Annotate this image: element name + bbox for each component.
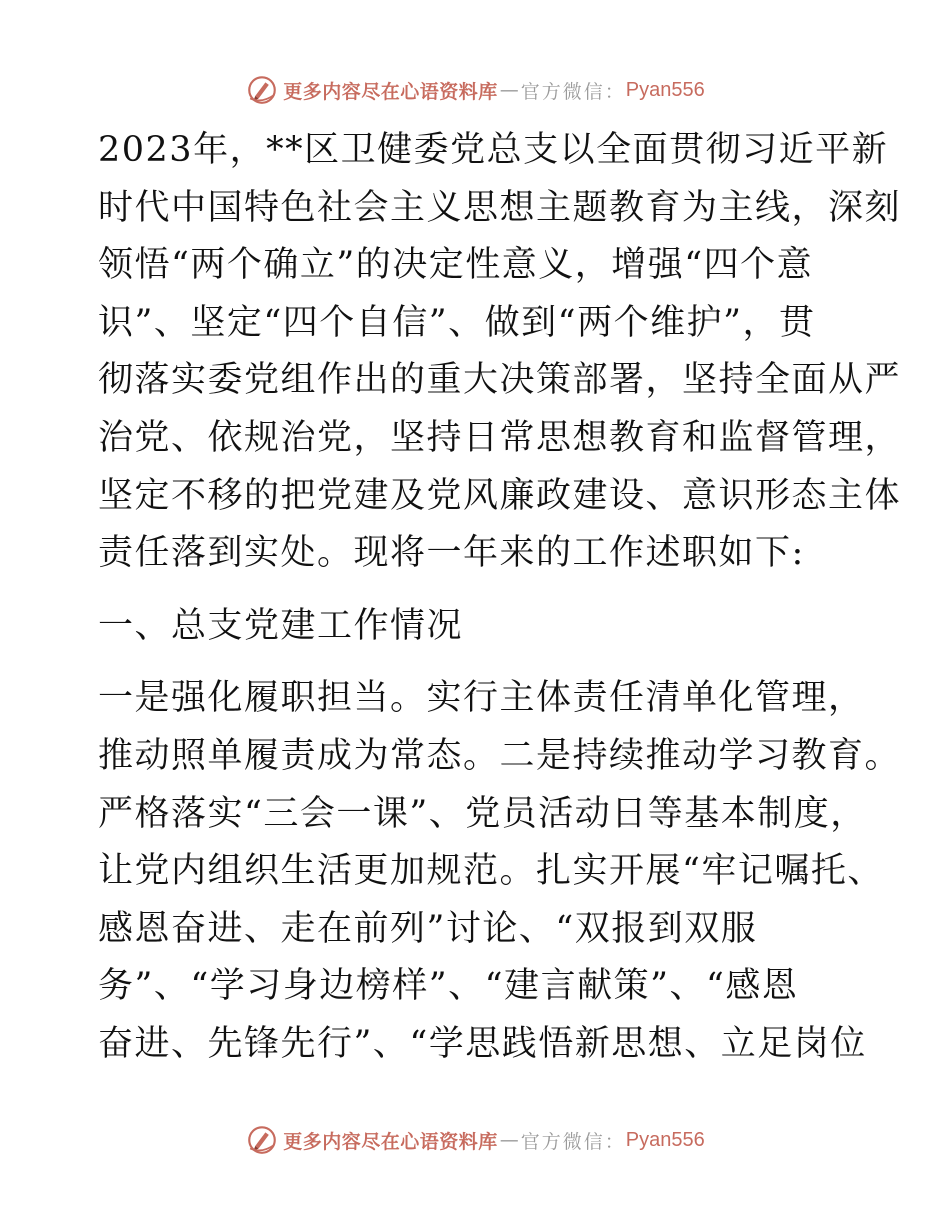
watermark-wechat-label: 官方微信： — [520, 1130, 626, 1153]
paragraph-party-building — [98, 670, 902, 1073]
text-line: 奋进、先锋先行”、“学思践悟新思想、立足岗位 — [98, 1023, 867, 1064]
header-watermark — [0, 70, 950, 110]
watermark-wechat-id: Pyan556 — [625, 1128, 705, 1151]
watermark-wechat-id: Pyan556 — [625, 78, 705, 101]
watermark-wechat-label: 官方微信： — [520, 80, 626, 103]
watermark-title: 更多内容尽在心语资料库 — [283, 1130, 498, 1153]
text-line: 责任落到实处。现将一年来的工作述职如下: — [98, 533, 805, 574]
text-line: 时代中国特色社会主义思想主题教育为主线，深刻 — [98, 187, 902, 228]
text-line: 彻落实委党组作出的重大决策部署，坚持全面从严 — [98, 360, 902, 401]
text-line: 识”、坚定“四个自信”、做到“两个维护”，贯 — [98, 302, 816, 343]
section-heading — [98, 598, 858, 656]
text-line: 2023年，**区卫健委党总支以全面贯彻习近平新 — [98, 130, 889, 170]
text-line: 坚定不移的把党建及党风廉政建设、意识形态主体 — [98, 475, 902, 516]
watermark-dash: — — [499, 1129, 519, 1151]
text-line: 严格落实“三会一课”、党员活动日等基本制度， — [98, 793, 867, 834]
document-body — [98, 122, 902, 1074]
text-line: 领悟“两个确立”的决定性意义，增强“四个意 — [98, 245, 814, 286]
text-line: 让党内组织生活更加规范。扎实开展“牢记嘱托、 — [98, 851, 884, 892]
paragraph-intro — [98, 122, 902, 583]
text-line: 治党、依规治党，坚持日常思想教育和监督管理， — [98, 417, 902, 458]
brand-logo-icon — [245, 1123, 279, 1157]
watermark-dash: — — [499, 79, 519, 101]
text-line: 推动照单履责成为常态。二是持续推动学习教育。 — [98, 735, 902, 776]
text-line: 务”、“学习身边榜样”、“建言献策”、“感恩 — [98, 966, 799, 1007]
footer-watermark — [0, 1120, 950, 1160]
heading-text: 一、总支党建工作情况 — [98, 605, 464, 646]
brand-logo-icon — [245, 73, 279, 107]
watermark-title: 更多内容尽在心语资料库 — [283, 80, 498, 103]
text-line: 一是强化履职担当。实行主体责任清单化管理， — [98, 678, 865, 719]
text-line: 感恩奋进、走在前列”讨论、“双报到双服 — [98, 908, 758, 949]
